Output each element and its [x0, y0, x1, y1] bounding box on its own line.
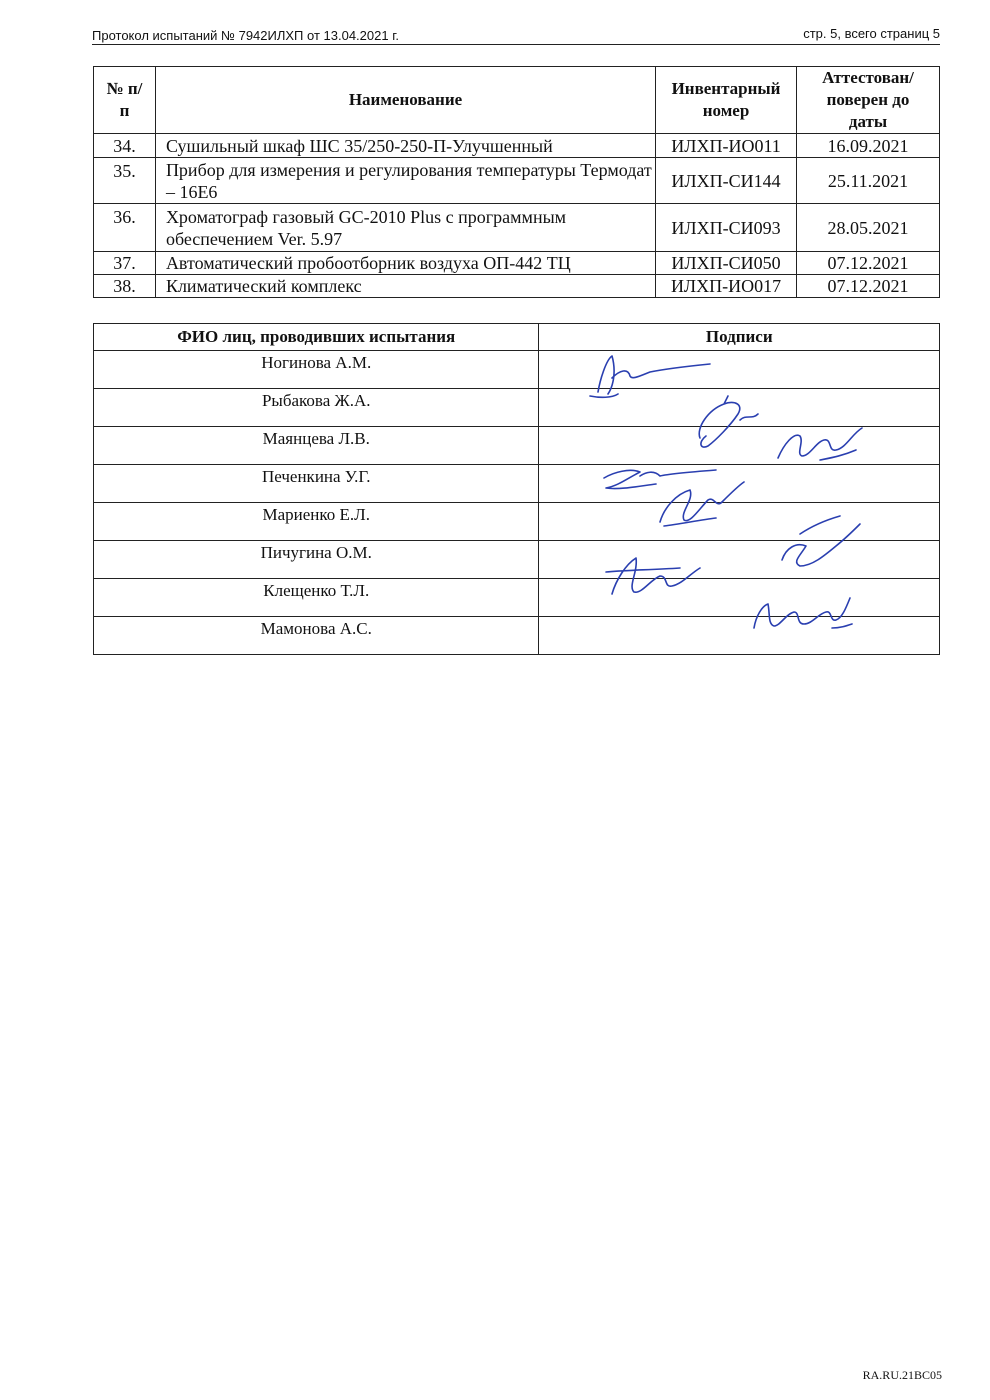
table-row: [94, 541, 940, 579]
row-num: 35.: [94, 158, 156, 204]
signature-cell: [539, 503, 940, 541]
table-row: [94, 617, 940, 655]
row-name: Прибор для измерения и регулирования температуры Термодат – 16Е6: [155, 158, 655, 204]
row-num: 36.: [94, 204, 156, 252]
signature-cell: [539, 579, 940, 617]
table-row: [94, 389, 940, 427]
table-row: [94, 503, 940, 541]
page-counter: стр. 5, всего страниц 5: [803, 26, 940, 41]
row-num: 38.: [94, 275, 156, 298]
signatures-table: [93, 323, 940, 655]
person-name: Маянцева Л.В.: [94, 427, 539, 465]
table-row: [94, 351, 940, 389]
col-name-header: Наименование: [155, 67, 655, 134]
table-row: [94, 204, 940, 252]
col-fio-header: ФИО лиц, проводивших испытания: [94, 324, 539, 351]
table-row: [94, 427, 940, 465]
table-row: [94, 275, 940, 298]
row-name: Климатический комплекс: [155, 275, 655, 298]
person-name: Пичугина О.М.: [94, 541, 539, 579]
row-inv: ИЛХП-СИ050: [656, 252, 797, 275]
row-inv: ИЛХП-ИО011: [656, 134, 797, 158]
row-name: Автоматический пробоотборник воздуха ОП-442 ТЦ: [155, 252, 655, 275]
row-date: 16.09.2021: [797, 134, 940, 158]
person-name: Рыбакова Ж.А.: [94, 389, 539, 427]
table-row: [94, 158, 940, 204]
row-inv: ИЛХП-СИ144: [656, 158, 797, 204]
person-name: Печенкина У.Г.: [94, 465, 539, 503]
table-row: [94, 134, 940, 158]
row-name: Хроматограф газовый GC-2010 Plus с программным обеспечением Ver. 5.97: [155, 204, 655, 252]
row-date: 25.11.2021: [797, 158, 940, 204]
col-date-header: Аттестован/ поверен до даты: [797, 67, 940, 134]
signature-cell: [539, 541, 940, 579]
row-inv: ИЛХП-ИО017: [656, 275, 797, 298]
person-name: Мариенко Е.Л.: [94, 503, 539, 541]
row-num: 34.: [94, 134, 156, 158]
col-inv-header: Инвентарный номер: [656, 67, 797, 134]
page-header: [92, 26, 940, 45]
col-num-header: № п/п: [94, 67, 156, 134]
row-name: Сушильный шкаф ШС 35/250-250-П-Улучшенный: [155, 134, 655, 158]
signature-cell: [539, 465, 940, 503]
table-row: [94, 579, 940, 617]
col-sign-header: Подписи: [539, 324, 940, 351]
signatures-header-row: [94, 324, 940, 351]
row-date: 07.12.2021: [797, 275, 940, 298]
table-row: [94, 465, 940, 503]
equipment-header-row: [94, 67, 940, 134]
signature-cell: [539, 351, 940, 389]
protocol-title: Протокол испытаний № 7942ИЛХП от 13.04.2021 г.: [92, 28, 399, 43]
footer-code: RA.RU.21ВС05: [862, 1368, 942, 1382]
signature-cell: [539, 389, 940, 427]
equipment-table: [93, 66, 940, 298]
person-name: Мамонова А.С.: [94, 617, 539, 655]
person-name: Клещенко Т.Л.: [94, 579, 539, 617]
person-name: Ногинова А.М.: [94, 351, 539, 389]
row-date: 28.05.2021: [797, 204, 940, 252]
signature-cell: [539, 617, 940, 655]
table-row: [94, 252, 940, 275]
signature-cell: [539, 427, 940, 465]
row-inv: ИЛХП-СИ093: [656, 204, 797, 252]
row-num: 37.: [94, 252, 156, 275]
row-date: 07.12.2021: [797, 252, 940, 275]
